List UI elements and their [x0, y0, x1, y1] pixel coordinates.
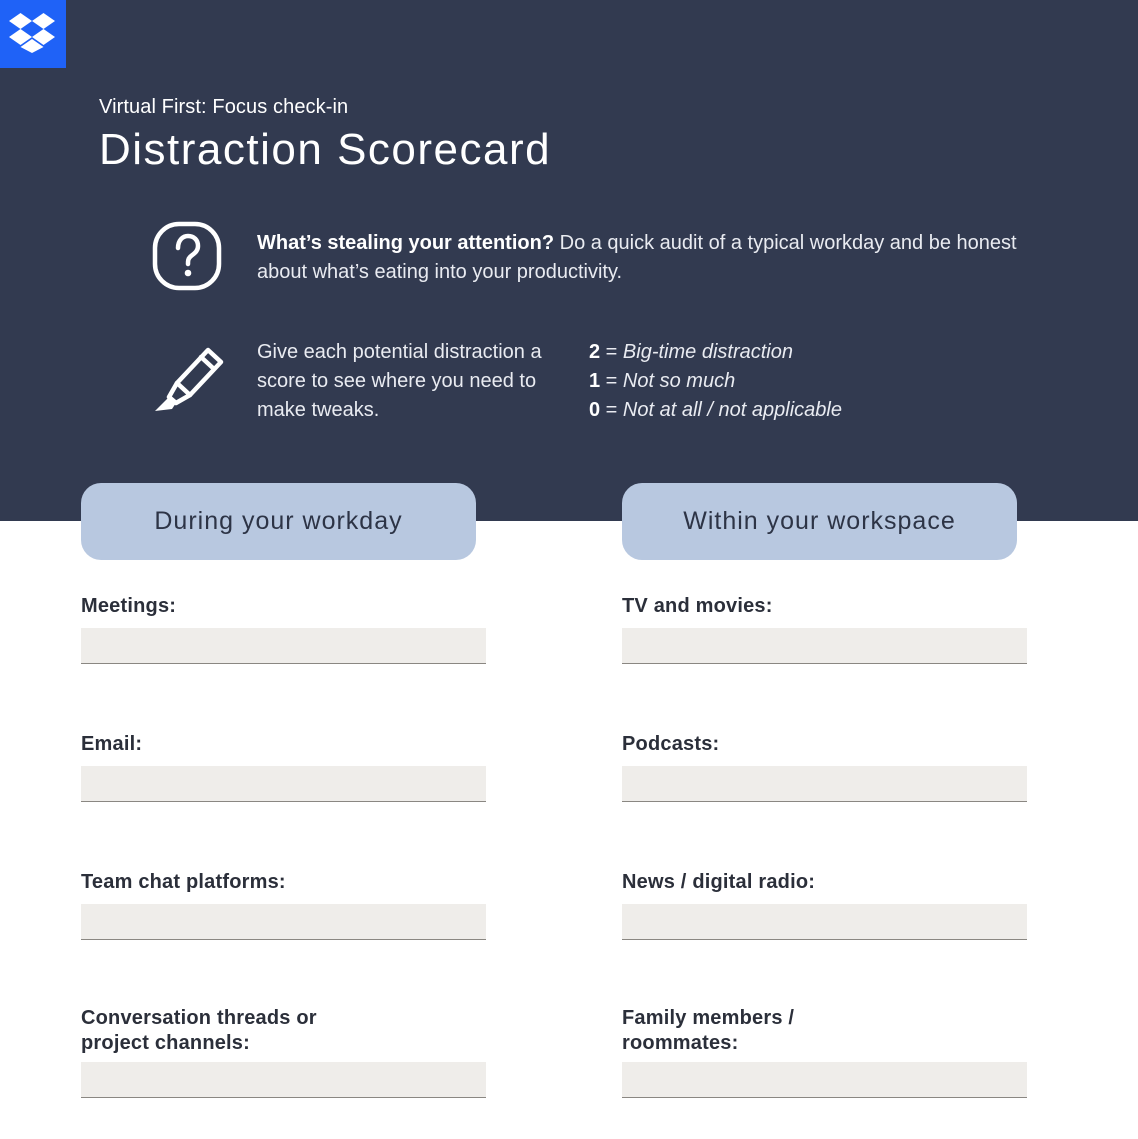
section-title-workspace: Within your workspace — [622, 483, 1017, 560]
legend-value: 2 — [589, 341, 601, 363]
legend-sep: = — [600, 341, 623, 363]
legend-label: Not at all / not applicable — [622, 399, 842, 421]
legend-row — [589, 367, 842, 396]
legend-row — [589, 396, 842, 425]
legend-sep: = — [600, 399, 623, 421]
page-kicker: Virtual First: Focus check-in — [99, 96, 349, 118]
legend-value: 0 — [589, 399, 601, 421]
dropbox-logo — [0, 0, 66, 68]
score-field-meetings[interactable] — [81, 628, 486, 664]
field-label-team-chat: Team chat platforms: — [81, 871, 286, 893]
field-label-podcasts: Podcasts: — [622, 733, 720, 755]
score-field-team-chat[interactable] — [81, 904, 486, 940]
scoring-instructions: Give each potential distraction a score to see where you need to make tweaks. — [257, 341, 542, 421]
legend-value: 1 — [589, 370, 601, 392]
legend-label: Not so much — [622, 370, 736, 392]
score-field-conversation-threads[interactable] — [81, 1062, 486, 1098]
legend-label: Big-time distraction — [622, 341, 793, 363]
page-title: Distraction Scorecard — [99, 125, 552, 174]
field-label-family-roommates: Family members / roommates: — [622, 1007, 795, 1054]
field-label-news-radio: News / digital radio: — [622, 871, 816, 893]
highlighter-icon — [152, 345, 228, 415]
dropbox-logo-icon — [9, 13, 55, 53]
score-field-family-roommates[interactable] — [622, 1062, 1027, 1098]
section-title-workday: During your workday — [81, 483, 476, 560]
legend-row — [589, 338, 842, 367]
intro-text — [257, 229, 1017, 287]
score-field-tv-movies[interactable] — [622, 628, 1027, 664]
field-label-tv-movies: TV and movies: — [622, 595, 773, 617]
score-legend — [589, 338, 842, 425]
score-field-podcasts[interactable] — [622, 766, 1027, 802]
score-field-news-radio[interactable] — [622, 904, 1027, 940]
question-mark-icon — [152, 221, 224, 293]
intro-body: Do a quick audit of a typical workday and be honest about what’s eating into your productivity. — [257, 232, 1017, 283]
field-label-meetings: Meetings: — [81, 595, 177, 617]
score-field-email[interactable] — [81, 766, 486, 802]
legend-sep: = — [600, 370, 623, 392]
field-label-conversation-threads: Conversation threads or project channels: — [81, 1007, 317, 1054]
field-label-email: Email: — [81, 733, 143, 755]
intro-bold: What’s stealing your attention? — [257, 232, 555, 254]
